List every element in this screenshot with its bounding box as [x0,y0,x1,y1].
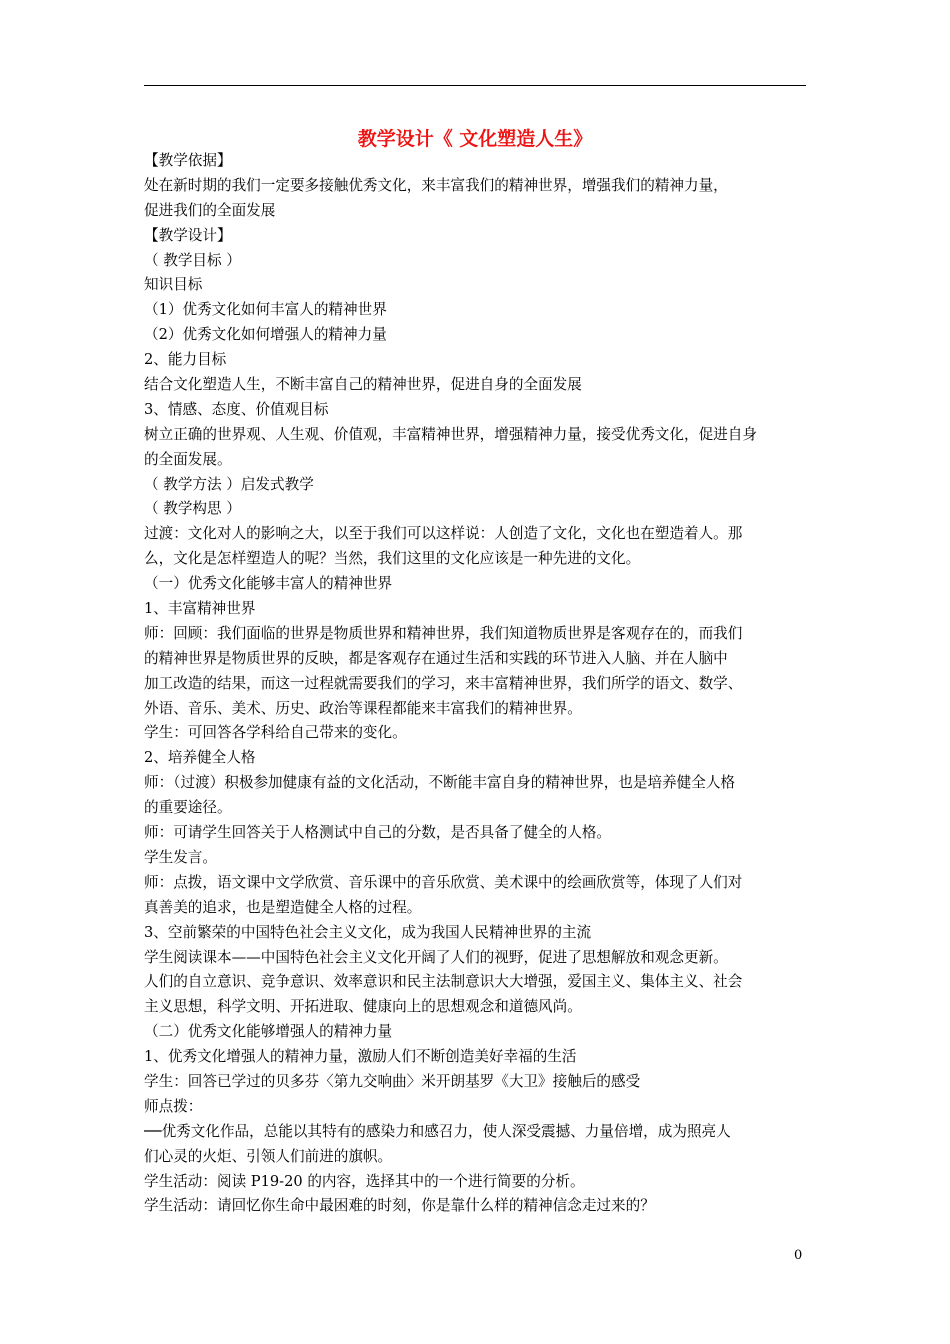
header-rule [144,85,806,86]
text-line: 么，文化是怎样塑造人的呢？当然，我们这里的文化应该是一种先进的文化。 [144,550,641,568]
text-line: 师点拨： [144,1097,203,1115]
text-line: 主义思想，科学文明、开拓进取、健康向上的思想观念和道德风尚。 [144,998,582,1016]
text-line: 促进我们的全面发展 [144,201,276,219]
text-line: 学生活动：请回忆你生命中最困难的时刻，你是靠什么样的精神信念走过来的？ [144,1197,655,1215]
text-line: 1、优秀文化增强人的精神力量，激励人们不断创造美好幸福的生活 [144,1048,577,1066]
text-line: 加工改造的结果，而这一过程就需要我们的学习，来丰富精神世界，我们所学的语文、数学、 [144,674,743,692]
text-line: （ 教学目标 ） [144,251,241,269]
text-line: 的全面发展。 [144,450,232,468]
document-title: 教学设计《 文化塑造人生》 [357,128,593,150]
text-line: 人们的自立意识、竞争意识、效率意识和民主法制意识大大增强，爱国主义、集体主义、社会 [144,973,743,991]
text-line: 学生活动：阅读 P19-20 的内容，选择其中的一个进行简要的分析。 [144,1172,585,1190]
text-line: 树立正确的世界观、人生观、价值观，丰富精神世界，增强精神力量，接受优秀文化，促进自身 [144,425,757,443]
text-line: ──优秀文化作品，总能以其特有的感染力和感召力，使人深受震撼、力量倍增，成为照亮人 [144,1122,731,1140]
text-line: 结合文化塑造人生，不断丰富自己的精神世界，促进自身的全面发展 [144,376,582,394]
text-line: 的重要途径。 [144,799,232,817]
text-line: 们心灵的火炬、引领人们前进的旗帜。 [144,1147,393,1165]
text-line: 2、能力目标 [144,351,227,369]
text-line: 学生：回答已学过的贝多芬〈第九交响曲〉米开朗基罗《大卫》接触后的感受 [144,1072,641,1090]
text-line: 师：（过渡）积极参加健康有益的文化活动，不断能丰富自身的精神世界，也是培养健全人格 [144,774,736,792]
text-line: 学生发言。 [144,848,217,866]
text-line: 真善美的追求，也是塑造健全人格的过程。 [144,898,422,916]
text-line: 处在新时期的我们一定要多接触优秀文化，来丰富我们的精神世界，增强我们的精神力量， [144,176,728,194]
text-line: 师：可请学生回答关于人格测试中自己的分数，是否具备了健全的人格。 [144,824,612,842]
text-line: （二）优秀文化能够增强人的精神力量 [144,1023,393,1041]
text-line: 外语、音乐、美术、历史、政治等课程都能来丰富我们的精神世界。 [144,699,582,717]
text-line: 【教学依据】 [144,152,232,169]
text-line: 【教学设计】 [144,226,232,244]
text-line: （ 教学方法 ）启发式教学 [144,475,314,493]
text-line: 2、培养健全人格 [144,749,256,767]
text-line: 3、空前繁荣的中国特色社会主义文化，成为我国人民精神世界的主流 [144,923,592,941]
text-line: （ 教学构思 ） [144,500,241,518]
text-line: 知识目标 [144,276,203,294]
text-line: （一）优秀文化能够丰富人的精神世界 [144,575,393,593]
text-line: 过渡：文化对人的影响之大，以至于我们可以这样说：人创造了文化，文化也在塑造着人。那 [144,525,743,543]
text-line: （2）优秀文化如何增强人的精神力量 [144,326,387,344]
text-line: 的精神世界是物质世界的反映，都是客观存在通过生活和实践的环节进入人脑、并在人脑中 [144,649,728,667]
text-line: 3、情感、态度、价值观目标 [144,400,329,418]
document-body [144,149,806,1219]
page-number: 0 [794,1248,803,1263]
text-line: 1、丰富精神世界 [144,600,256,618]
text-line: 学生：可回答各学科给自己带来的变化。 [144,724,407,742]
text-line: 学生阅读课本——中国特色社会主义文化开阔了人们的视野，促进了思想解放和观念更新。 [144,948,728,966]
text-line: 师：点拨，语文课中文学欣赏、音乐课中的音乐欣赏、美术课中的绘画欣赏等，体现了人们对 [144,873,743,891]
text-line: 师：回顾：我们面临的世界是物质世界和精神世界，我们知道物质世界是客观存在的，而我们 [144,624,743,642]
text-line: （1）优秀文化如何丰富人的精神世界 [144,301,387,319]
